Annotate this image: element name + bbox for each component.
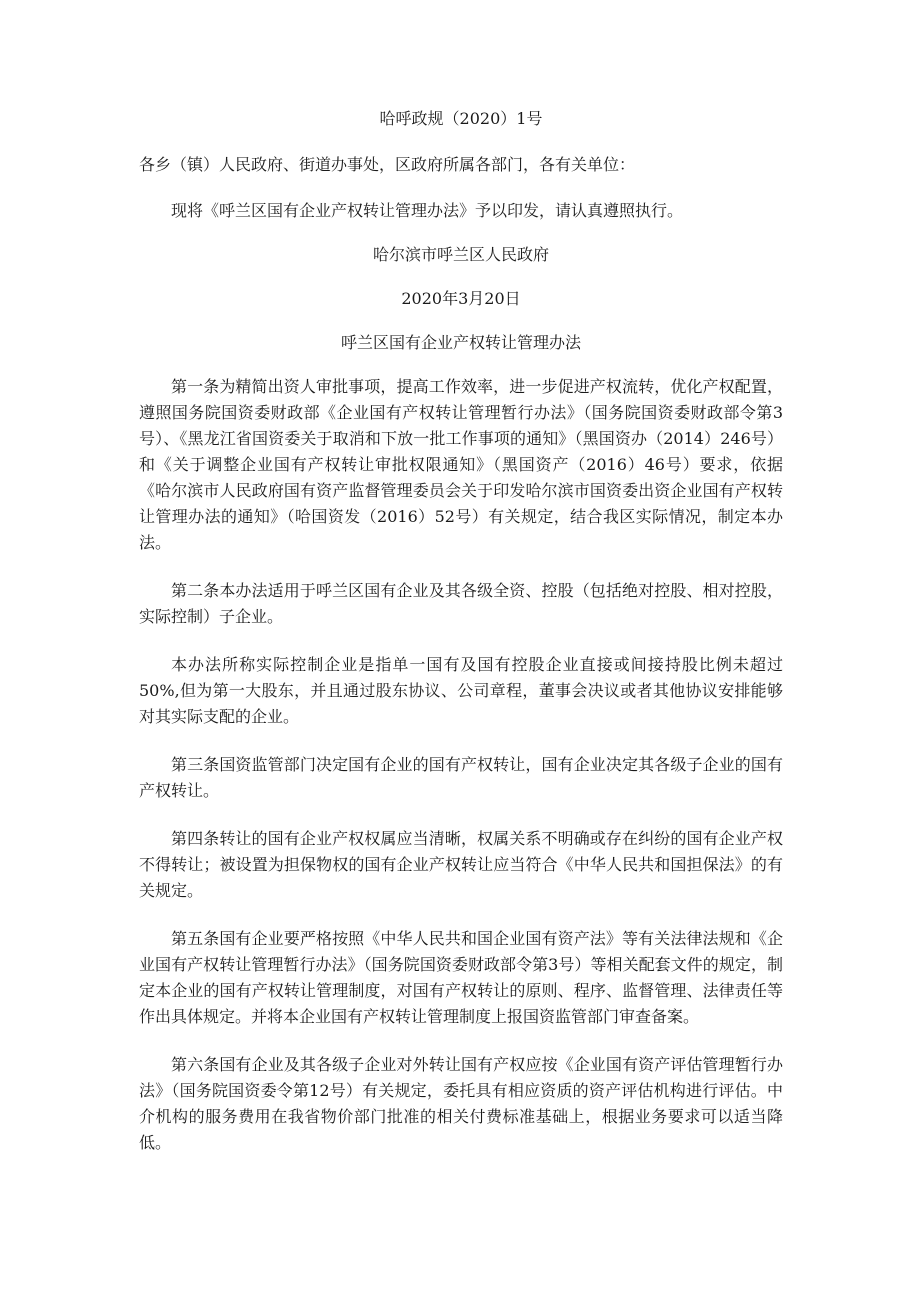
issue-date: 2020年3月20日 (401, 289, 521, 308)
issuer: 哈尔滨市呼兰区人民政府 (372, 245, 549, 264)
article-6: 第六条国有企业及其各级子企业对外转让国有产权应按《企业国有资产评估管理暂行办法》（国务院国资委令第12号）有关规定，委托具有相应资质的资产评估机构进行评估。中介机构的服务费用在我省物价部门批准的相关付费标准基础上，根据业务要求可以适当降低。 (139, 1055, 783, 1152)
article-3: 第三条国资监管部门决定国有企业的国有产权转让，国有企业决定其各级子企业的国有产权转让。 (139, 755, 783, 800)
article-2: 第二条本办法适用于呼兰区国有企业及其各级全资、控股（包括绝对控股、相对控股，实际控制）子企业。 (139, 581, 783, 626)
document-number: 哈呼政规（2020）1号 (379, 109, 543, 128)
addressee: 各乡（镇）人民政府、街道办事处，区政府所属各部门，各有关单位： (139, 155, 636, 174)
article-4: 第四条转让的国有企业产权权属应当清晰，权属关系不明确或存在纠纷的国有企业产权不得转让；被设置为担保物权的国有企业产权转让应当符合《中华人民共和国担保法》的有关规定。 (139, 829, 783, 900)
article-5: 第五条国有企业要严格按照《中华人民共和国企业国有资产法》等有关法律法规和《企业国有产权转让管理暂行办法》（国务院国资委财政部令第3号）等相关配套文件的规定，制定本企业的国有产权转让管理制度，对国有产权转让的原则、程序、监督管理、法律责任等作出具体规定。并将本企业国有产权转让管理制度上报国资监管部门审查备案。 (139, 929, 783, 1026)
article-2-note: 本办法所称实际控制企业是指单一国有及国有控股企业直接或间接持股比例未超过50%,但为第一大股东，并且通过股东协议、公司章程，董事会决议或者其他协议安排能够对其实际支配的企业。 (139, 655, 783, 726)
article-1: 第一条为精简出资人审批事项，提高工作效率，进一步促进产权流转，优化产权配置，遵照国务院国资委财政部《企业国有产权转让管理暂行办法》（国务院国资委财政部令第3号）、《黑龙江省国资委关于取消和下放一批工作事项的通知》（黑国资办（2014）246号）和《关于调整企业国有产权转让审批权限通知》（黑国资产（2016）46号）要求，依据《哈尔滨市人民政府国有资产监督管理委员会关于印发哈尔滨市国资委出资企业国有产权转让管理办法的通知》（哈国资发（2016）52号）有关规定，结合我区实际情况，制定本办法。 (139, 377, 783, 552)
notice-text: 现将《呼兰区国有企业产权转让管理办法》予以印发，请认真遵照执行。 (171, 201, 684, 220)
document-body (139, 106, 783, 1156)
document-title: 呼兰区国有企业产权转让管理办法 (340, 333, 581, 352)
